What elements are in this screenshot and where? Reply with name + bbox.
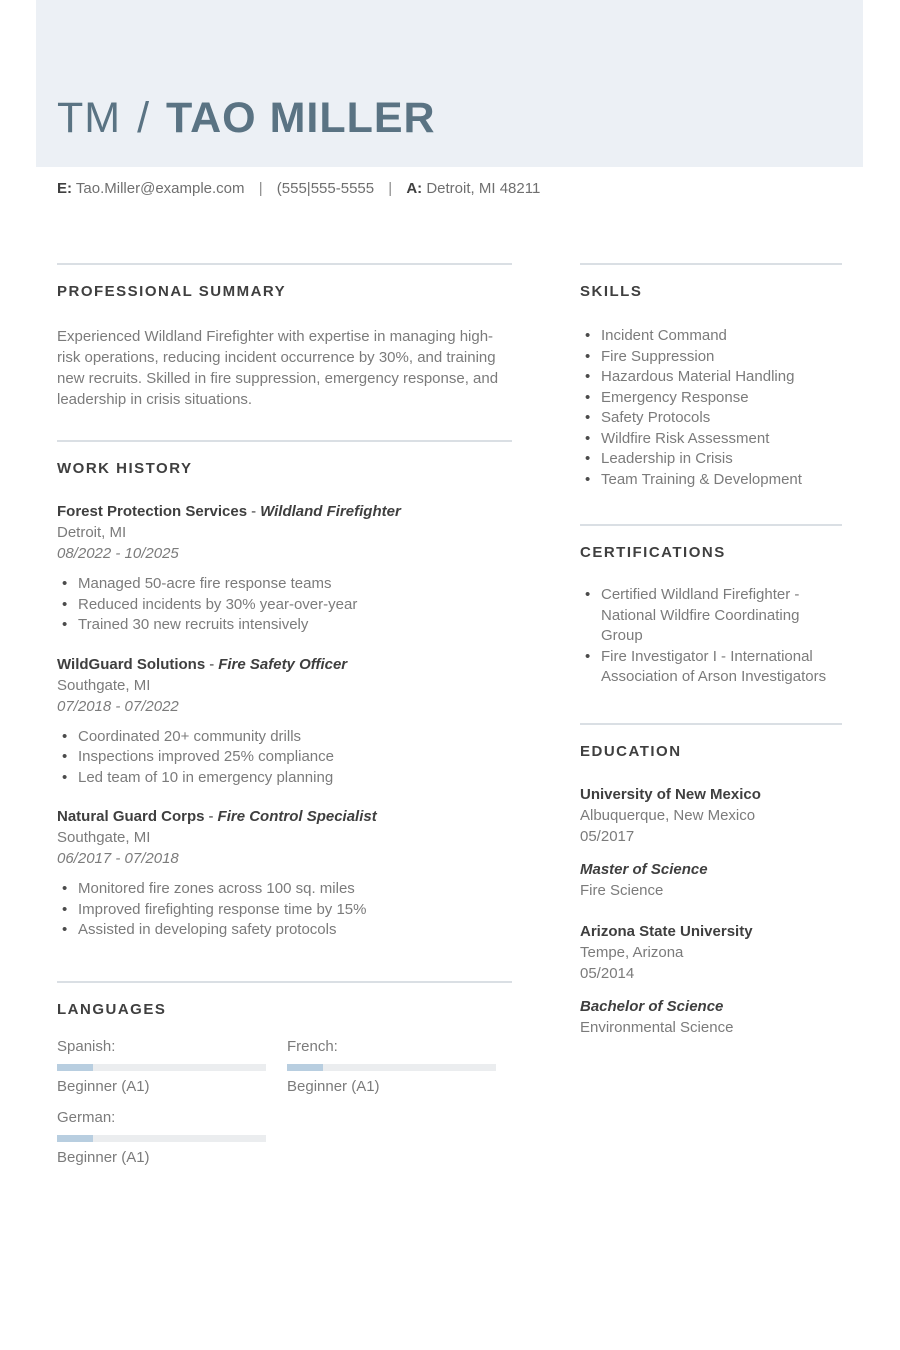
skill-item: • Safety Protocols	[580, 408, 842, 429]
candidate-name: TAO MILLER	[166, 94, 436, 142]
job-bullet: • Trained 30 new recruits intensively	[57, 615, 512, 636]
job-bullet: • Coordinated 20+ community drills	[57, 727, 512, 748]
page-title	[57, 94, 863, 143]
section-heading-languages: LANGUAGES	[57, 1000, 167, 1018]
certification-item: • Fire Investigator I - International Association of Arson Investigators	[580, 647, 842, 688]
section-heading-education: EDUCATION	[580, 742, 682, 760]
job-dates: 07/2018 - 07/2022	[57, 697, 179, 715]
section-divider	[580, 524, 842, 526]
section-heading-skills: SKILLS	[580, 283, 643, 300]
phone-value: (555|555-5555	[276, 180, 375, 197]
job-bullet: • Improved firefighting response time by 15%	[57, 900, 512, 921]
job-separator: -	[208, 808, 214, 825]
education-degree-block	[580, 859, 842, 901]
language-level-fill	[287, 1064, 323, 1071]
skill-item: • Leadership in Crisis	[580, 449, 842, 470]
resume-body	[57, 263, 843, 1166]
address-value: Detroit, MI 48211	[426, 180, 541, 197]
language-level-label: Beginner (A1)	[57, 1148, 150, 1166]
email-value: Tao.Miller@example.com	[75, 180, 245, 197]
certifications-list	[580, 585, 842, 688]
right-column	[580, 263, 842, 1166]
job-bullet: • Reduced incidents by 30% year-over-year	[57, 595, 512, 616]
skill-item: • Wildfire Risk Assessment	[580, 429, 842, 450]
monogram-initials: TM	[57, 94, 122, 142]
job-location: Southgate, MI	[57, 676, 151, 694]
job-bullet-list	[57, 727, 512, 789]
job-bullet: • Monitored fire zones across 100 sq. miles	[57, 879, 512, 900]
job-company: WildGuard Solutions	[57, 655, 206, 673]
job-bullet: • Led team of 10 in emergency planning	[57, 768, 512, 789]
address-label: A:	[406, 180, 423, 197]
job-bullet-list	[57, 879, 512, 941]
education-date: 05/2017	[580, 827, 635, 845]
email-label: E:	[57, 180, 72, 197]
job-role: Wildland Firefighter	[260, 503, 401, 520]
language-level-label: Beginner (A1)	[57, 1077, 150, 1095]
section-heading-professional-summary: PROFESSIONAL SUMMARY	[57, 283, 287, 300]
education-school: University of New Mexico	[580, 785, 761, 803]
skill-item: • Emergency Response	[580, 388, 842, 409]
job-dates: 06/2017 - 07/2018	[57, 850, 179, 867]
section-divider	[57, 981, 512, 983]
section-divider	[580, 723, 842, 725]
skill-item: • Hazardous Material Handling	[580, 367, 842, 388]
education-degree: Bachelor of Science	[580, 997, 724, 1015]
section-heading-work-history: WORK HISTORY	[57, 460, 193, 477]
job-separator: -	[209, 655, 215, 673]
section-divider	[57, 440, 512, 442]
language-level-fill	[57, 1135, 93, 1142]
education-school: Arizona State University	[580, 922, 753, 940]
job-bullet-list	[57, 574, 512, 636]
job-separator: -	[251, 503, 257, 520]
language-item	[57, 1109, 287, 1166]
language-name: French:	[287, 1037, 338, 1055]
language-name: German:	[57, 1108, 116, 1126]
education-degree-block	[580, 996, 842, 1038]
job-entry	[57, 806, 512, 941]
contact-line	[57, 180, 900, 197]
job-entry	[57, 654, 512, 789]
contact-separator: |	[258, 180, 263, 197]
job-title-line	[57, 806, 512, 827]
language-level-fill	[57, 1064, 93, 1071]
education-field: Fire Science	[580, 881, 664, 899]
education-location: Albuquerque, New Mexico	[580, 806, 756, 824]
language-item	[57, 1038, 287, 1095]
language-level-bar	[57, 1135, 266, 1142]
language-name: Spanish:	[57, 1037, 116, 1055]
languages-grid	[57, 1038, 512, 1166]
education-location: Tempe, Arizona	[580, 943, 684, 961]
section-heading-certifications: CERTIFICATIONS	[580, 544, 726, 561]
job-location: Detroit, MI	[57, 524, 127, 541]
skills-list	[580, 326, 842, 490]
education-degree: Master of Science	[580, 860, 708, 878]
language-item	[287, 1038, 517, 1095]
contact-separator: |	[388, 180, 393, 197]
education-entry	[580, 784, 842, 901]
job-role: Fire Safety Officer	[218, 655, 348, 673]
language-level-bar	[57, 1064, 266, 1071]
section-divider	[57, 263, 512, 265]
certification-item: • Certified Wildland Firefighter - National Wildfire Coordinating Group	[580, 585, 842, 647]
summary-text: Experienced Wildland Firefighter with expertise in managing high-risk operations, reducing incident occurrence by 30%, and training new recruits. Skilled in fire suppression, emergency response, and leadership in crisis situations.	[57, 328, 499, 408]
job-entry	[57, 501, 512, 636]
job-bullet: • Assisted in developing safety protocols	[57, 920, 512, 941]
title-slash: /	[137, 94, 151, 142]
job-bullet: • Managed 50-acre fire response teams	[57, 574, 512, 595]
left-column	[57, 263, 512, 1166]
header-band	[36, 0, 863, 167]
section-divider	[580, 263, 842, 265]
education-field: Environmental Science	[580, 1018, 734, 1036]
education-entry	[580, 921, 842, 1038]
job-location: Southgate, MI	[57, 829, 151, 846]
job-dates: 08/2022 - 10/2025	[57, 545, 179, 562]
job-company: Forest Protection Services	[57, 503, 248, 520]
skill-item: • Team Training & Development	[580, 470, 842, 491]
job-title-line	[57, 654, 512, 675]
language-level-bar	[287, 1064, 496, 1071]
job-title-line	[57, 501, 512, 522]
skill-item: • Fire Suppression	[580, 347, 842, 368]
job-role: Fire Control Specialist	[217, 808, 377, 825]
language-level-label: Beginner (A1)	[287, 1077, 380, 1095]
education-date: 05/2014	[580, 964, 635, 982]
skill-item: • Incident Command	[580, 326, 842, 347]
job-bullet: • Inspections improved 25% compliance	[57, 747, 512, 768]
job-company: Natural Guard Corps	[57, 808, 205, 825]
